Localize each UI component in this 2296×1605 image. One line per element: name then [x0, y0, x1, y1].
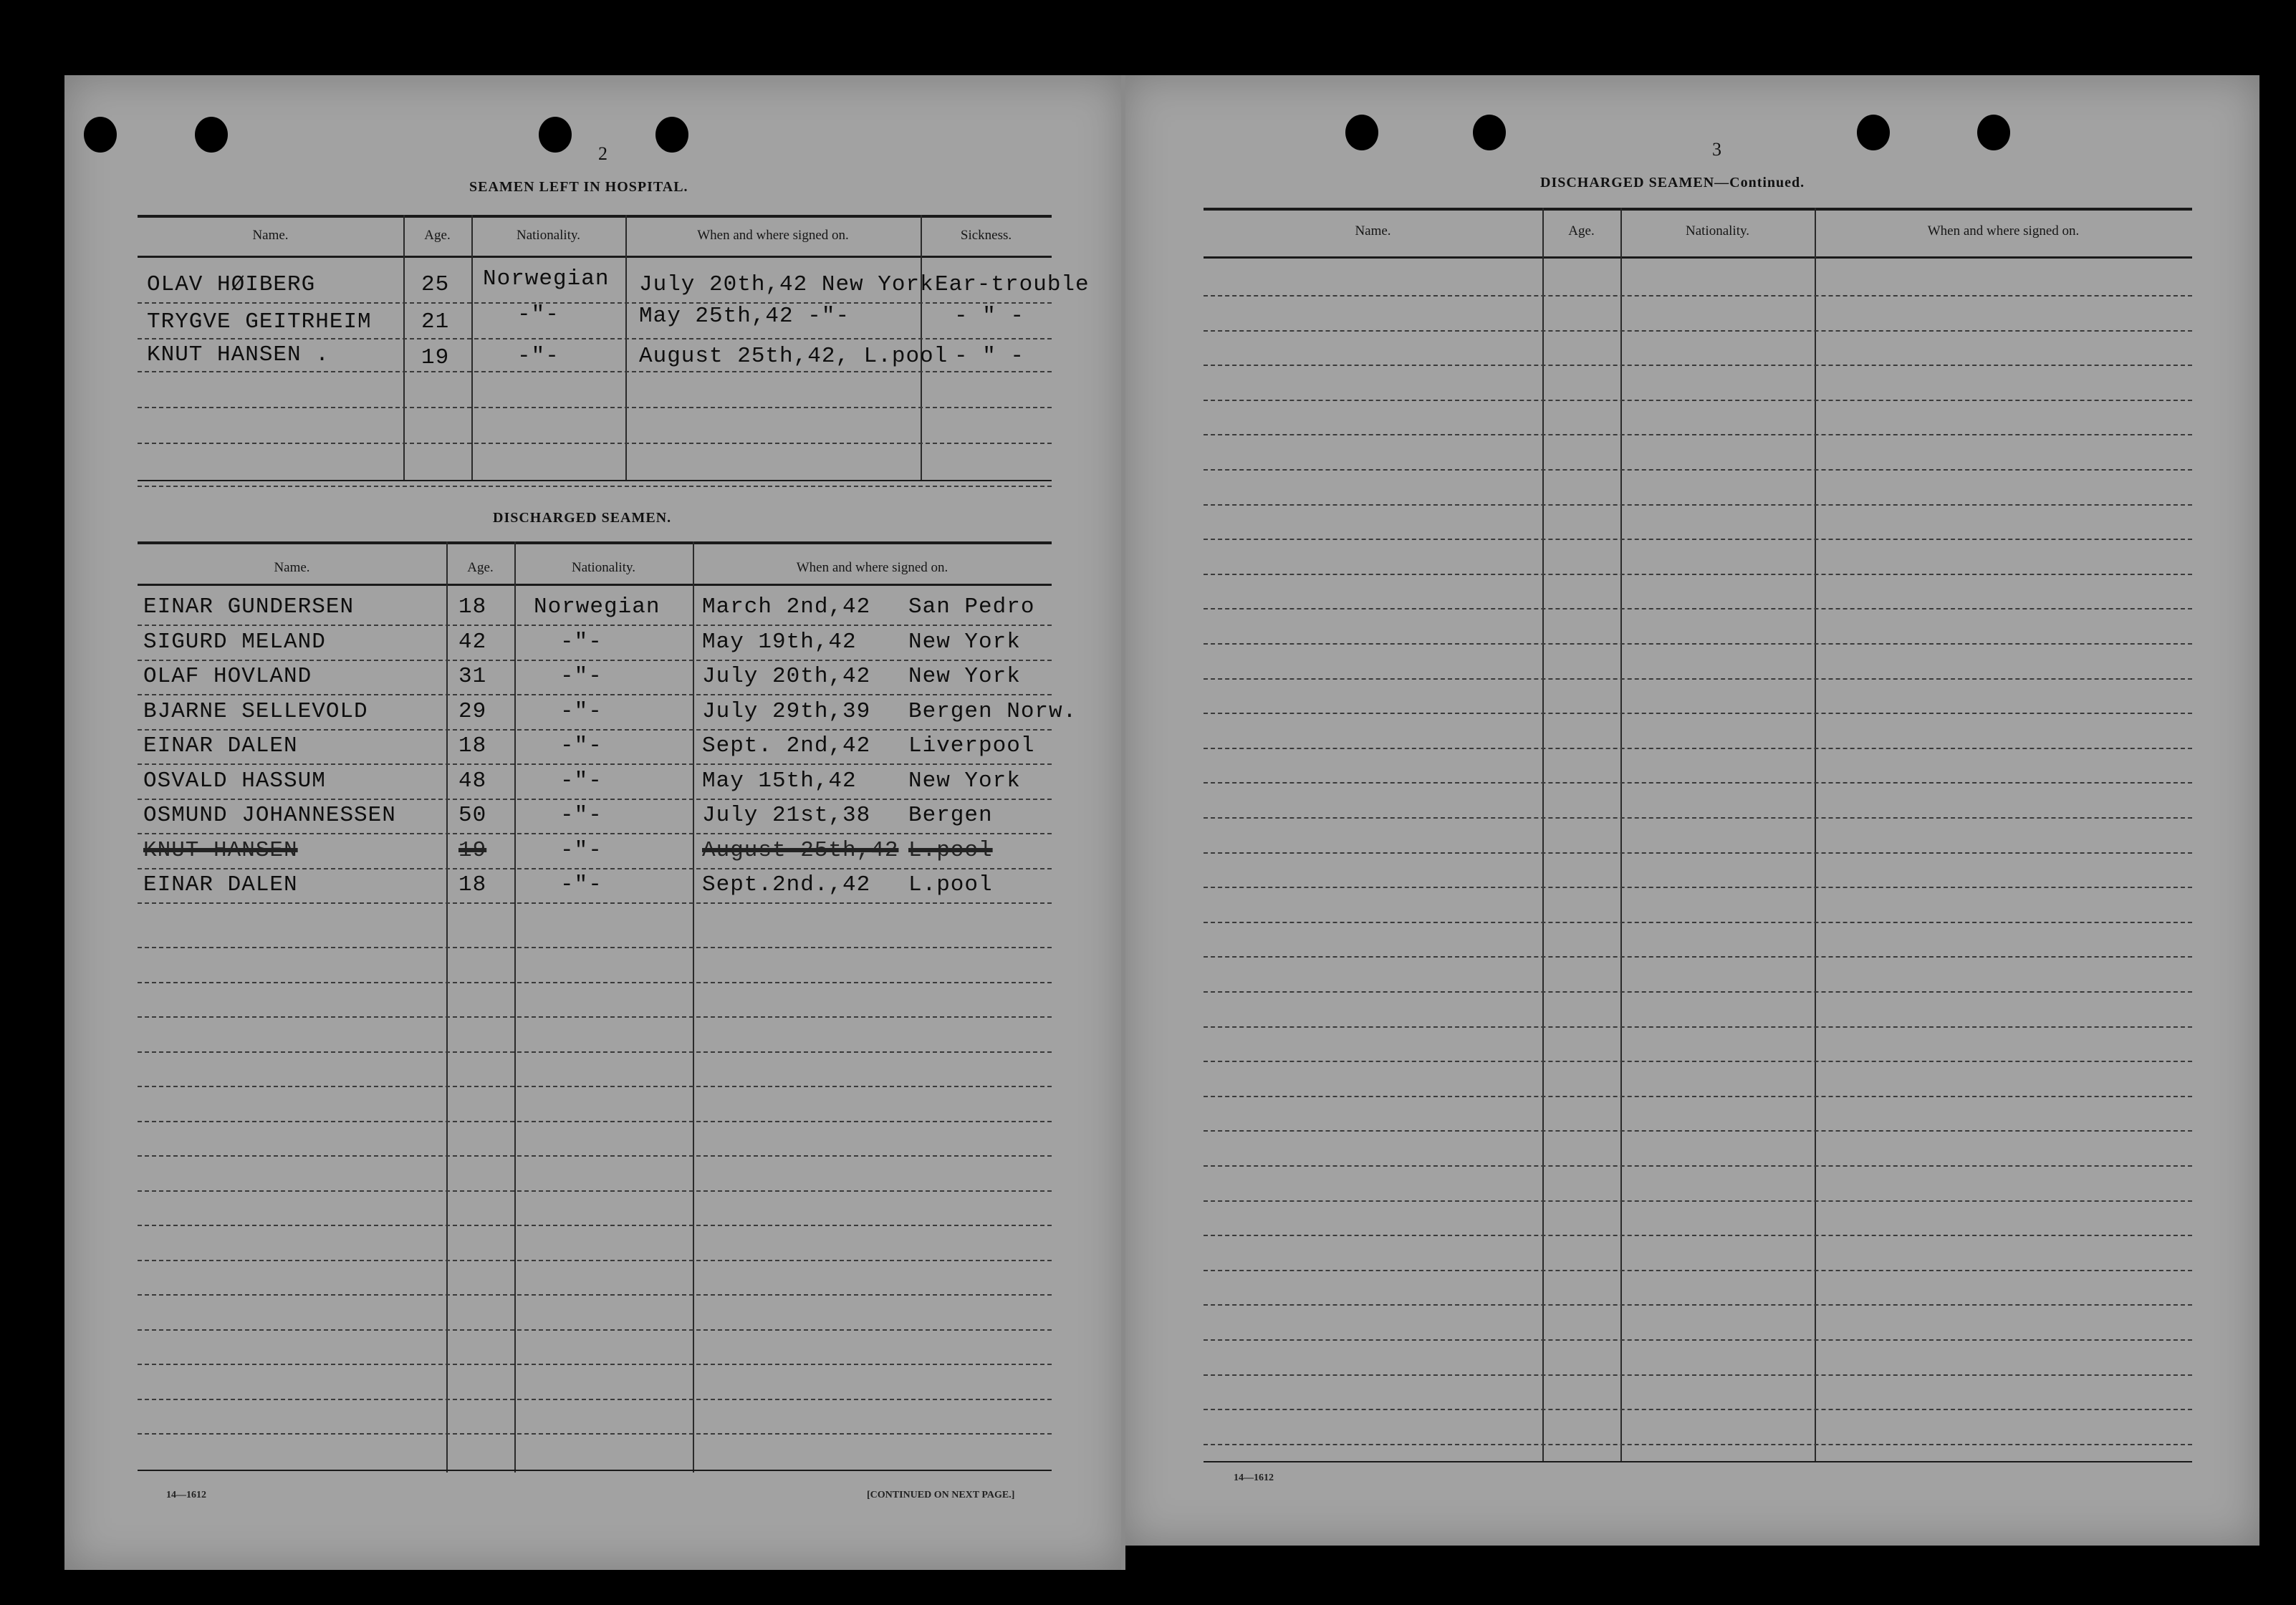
row-rule	[138, 443, 1052, 444]
row-rule	[138, 1225, 1052, 1226]
discharged-age-cell: 29	[458, 699, 487, 724]
hospital-col-divider	[403, 215, 405, 481]
discharged-name-cell: SIGURD MELAND	[143, 630, 326, 655]
row-rule	[138, 1364, 1052, 1365]
row-rule	[138, 763, 1052, 765]
discharged-age-cell: 50	[458, 803, 487, 828]
discharged-table-bottom-rule	[138, 1470, 1052, 1471]
discharged-nationality-cell: -"-	[560, 630, 602, 655]
punch-hole	[539, 117, 572, 153]
discharged-section-title: DISCHARGED SEAMEN.	[493, 510, 672, 526]
hospital-section-title: SEAMEN LEFT IN HOSPITAL.	[469, 179, 688, 195]
discharged-date-cell: March 2nd,42	[702, 594, 871, 620]
right-header-bottom-rule	[1204, 256, 2192, 259]
hospital-signed-on-cell: May 25th,42 -"-	[639, 304, 850, 329]
hospital-header-sickness: Sickness.	[960, 228, 1012, 243]
hospital-header-bottom-rule	[138, 256, 1052, 258]
right-col-divider	[1542, 208, 1544, 1462]
row-rule	[1204, 330, 2192, 332]
discharged-header-age: Age.	[467, 560, 494, 575]
row-rule	[1204, 539, 2192, 540]
discharged-date-cell: May 15th,42	[702, 768, 857, 794]
row-rule	[1204, 1270, 2192, 1271]
discharged-age-cell: 18	[458, 733, 487, 758]
right-page-number: 3	[1712, 139, 1721, 160]
discharged-age-cell: 48	[458, 768, 487, 794]
discharged-place-cell: New York	[908, 664, 1021, 689]
discharged-age-cell: 42	[458, 630, 487, 655]
right-col-divider	[1620, 208, 1622, 1462]
row-rule	[1204, 1200, 2192, 1202]
row-rule	[138, 1329, 1052, 1331]
punch-hole	[84, 117, 117, 153]
discharged-place-cell: Liverpool	[908, 733, 1035, 758]
row-rule	[1204, 1304, 2192, 1306]
row-rule	[138, 1155, 1052, 1157]
discharged-date-cell: July 29th,39	[702, 699, 871, 724]
discharged-name-cell: EINAR GUNDERSEN	[143, 594, 355, 620]
row-rule	[1204, 574, 2192, 575]
row-rule	[1204, 887, 2192, 888]
hospital-col-divider	[471, 215, 473, 481]
row-rule	[138, 625, 1052, 626]
row-rule	[1204, 1409, 2192, 1410]
discharged-age-cell: 31	[458, 664, 487, 689]
row-rule	[1204, 852, 2192, 854]
discharged-date-cell: July 20th,42	[702, 664, 871, 689]
discharged-place-cell: San Pedro	[908, 594, 1035, 620]
discharged-place-cell: Bergen Norw.	[908, 699, 1077, 724]
row-rule	[1204, 678, 2192, 680]
row-rule	[138, 660, 1052, 661]
hospital-signed-on-cell: August 25th,42, L.pool	[639, 344, 948, 369]
discharged-nationality-cell: -"-	[560, 699, 602, 724]
discharged-date-cell: May 19th,42	[702, 630, 857, 655]
hospital-nationality-cell: -"-	[517, 302, 559, 327]
row-rule	[138, 902, 1052, 904]
hospital-sickness-cell: - " -	[954, 344, 1025, 369]
discharged-place-cell: New York	[908, 630, 1021, 655]
punch-hole	[1345, 115, 1378, 150]
discharged-nationality-cell: -"-	[560, 733, 602, 758]
row-rule	[1204, 643, 2192, 645]
right-header-nationality: Nationality.	[1686, 223, 1749, 238]
row-rule	[1204, 608, 2192, 609]
row-rule	[1204, 1026, 2192, 1028]
row-rule	[1204, 956, 2192, 958]
left-form-number: 14—1612	[166, 1490, 206, 1500]
discharged-name-cell: OSVALD HASSUM	[143, 768, 326, 794]
discharged-place-cell: New York	[908, 768, 1021, 794]
right-table-bottom-rule	[1204, 1461, 2192, 1462]
discharged-nationality-cell: -"-	[560, 664, 602, 689]
right-table-top-rule	[1204, 208, 2192, 211]
row-rule	[1204, 782, 2192, 784]
discharged-name-cell: KNUT HANSEN	[143, 838, 298, 863]
row-rule	[138, 1190, 1052, 1192]
hospital-header-nationality: Nationality.	[517, 228, 580, 243]
discharged-nationality-cell: -"-	[560, 838, 602, 863]
row-rule	[1204, 295, 2192, 297]
discharged-col-divider	[693, 541, 694, 1473]
discharged-date-cell: August 25th,42	[702, 838, 899, 863]
hospital-col-divider	[625, 215, 627, 481]
row-rule	[138, 982, 1052, 983]
hospital-header-age: Age.	[424, 228, 451, 243]
discharged-header-signed-on: When and where signed on.	[796, 560, 948, 575]
discharged-name-cell: OLAF HOVLAND	[143, 664, 312, 689]
row-rule	[138, 1016, 1052, 1018]
discharged-nationality-cell: Norwegian	[534, 594, 661, 620]
row-rule	[1204, 1235, 2192, 1236]
row-rule	[138, 407, 1052, 408]
row-rule	[1204, 400, 2192, 401]
discharged-place-cell: L.pool	[908, 872, 993, 897]
row-rule	[1204, 1339, 2192, 1341]
right-header-name: Name.	[1355, 223, 1391, 238]
discharged-date-cell: Sept.2nd.,42	[702, 872, 871, 897]
row-rule	[138, 486, 1052, 487]
punch-hole	[1977, 115, 2010, 150]
row-rule	[138, 1260, 1052, 1261]
punch-hole	[655, 117, 688, 153]
hospital-signed-on-cell: July 20th,42 New York	[639, 272, 934, 297]
right-form-number: 14—1612	[1234, 1473, 1274, 1483]
punch-hole	[195, 117, 228, 153]
hospital-name-cell: KNUT HANSEN .	[147, 342, 330, 367]
row-rule	[1204, 504, 2192, 506]
discharged-age-cell: 19	[458, 838, 487, 863]
row-rule	[1204, 991, 2192, 993]
hospital-age-cell: 25	[421, 272, 450, 297]
discharged-date-cell: Sept. 2nd,42	[702, 733, 871, 758]
row-rule	[1204, 713, 2192, 714]
row-rule	[138, 1121, 1052, 1122]
row-rule	[138, 1433, 1052, 1435]
row-rule	[1204, 1096, 2192, 1097]
hospital-age-cell: 19	[421, 345, 450, 370]
right-col-divider	[1815, 208, 1816, 1462]
discharged-age-cell: 18	[458, 594, 487, 620]
discharged-place-cell: Bergen	[908, 803, 993, 828]
row-rule	[1204, 817, 2192, 819]
discharged-name-cell: EINAR DALEN	[143, 872, 298, 897]
discharged-nationality-cell: -"-	[560, 803, 602, 828]
row-rule	[1204, 1444, 2192, 1445]
row-rule	[138, 694, 1052, 695]
hospital-table-top-rule	[138, 215, 1052, 218]
row-rule	[1204, 1130, 2192, 1132]
hospital-nationality-cell: Norwegian	[483, 266, 610, 291]
row-rule	[138, 729, 1052, 731]
row-rule	[138, 833, 1052, 834]
row-rule	[138, 338, 1052, 339]
punch-hole	[1857, 115, 1890, 150]
hospital-name-cell: TRYGVE GEITRHEIM	[147, 309, 372, 334]
left-page-number: 2	[598, 143, 607, 164]
row-rule	[1204, 1061, 2192, 1062]
right-header-signed-on: When and where signed on.	[1927, 223, 2080, 238]
row-rule	[1204, 1165, 2192, 1167]
discharged-col-divider	[446, 541, 448, 1473]
discharged-header-name: Name.	[274, 560, 310, 575]
hospital-sickness-cell: Ear-trouble	[935, 272, 1090, 297]
discharged-nationality-cell: -"-	[560, 768, 602, 794]
row-rule	[138, 371, 1052, 372]
punch-hole	[1473, 115, 1506, 150]
discharged-table-top-rule	[138, 541, 1052, 544]
row-rule	[1204, 365, 2192, 366]
discharged-date-cell: July 21st,38	[702, 803, 871, 828]
hospital-name-cell: OLAV HØIBERG	[147, 272, 316, 297]
discharged-col-divider	[514, 541, 516, 1473]
row-rule	[138, 799, 1052, 800]
row-rule	[138, 947, 1052, 948]
row-rule	[1204, 469, 2192, 471]
discharged-header-nationality: Nationality.	[572, 560, 635, 575]
discharged-name-cell: BJARNE SELLEVOLD	[143, 699, 368, 724]
discharged-place-cell: L.pool	[908, 838, 993, 863]
row-rule	[138, 868, 1052, 869]
right-section-title: DISCHARGED SEAMEN—Continued.	[1540, 175, 1805, 191]
discharged-name-cell: EINAR DALEN	[143, 733, 298, 758]
page-fold	[1121, 75, 1125, 1570]
hospital-nationality-cell: -"-	[517, 344, 559, 369]
continued-note: [CONTINUED ON NEXT PAGE.]	[867, 1490, 1015, 1500]
discharged-header-bottom-rule	[138, 584, 1052, 586]
row-rule	[138, 1051, 1052, 1053]
discharged-nationality-cell: -"-	[560, 872, 602, 897]
row-rule	[138, 1294, 1052, 1296]
row-rule	[1204, 748, 2192, 749]
right-header-age: Age.	[1568, 223, 1595, 238]
row-rule	[1204, 434, 2192, 435]
discharged-name-cell: OSMUND JOHANNESSEN	[143, 803, 396, 828]
row-rule	[138, 302, 1052, 304]
row-rule	[1204, 1374, 2192, 1376]
discharged-age-cell: 18	[458, 872, 487, 897]
hospital-header-name: Name.	[252, 228, 289, 243]
hospital-age-cell: 21	[421, 309, 450, 334]
row-rule	[138, 1086, 1052, 1087]
row-rule	[138, 1399, 1052, 1400]
hospital-table-bottom-rule	[138, 480, 1052, 481]
hospital-header-signed-on: When and where signed on.	[697, 228, 849, 243]
row-rule	[1204, 922, 2192, 923]
hospital-sickness-cell: - " -	[954, 304, 1025, 329]
